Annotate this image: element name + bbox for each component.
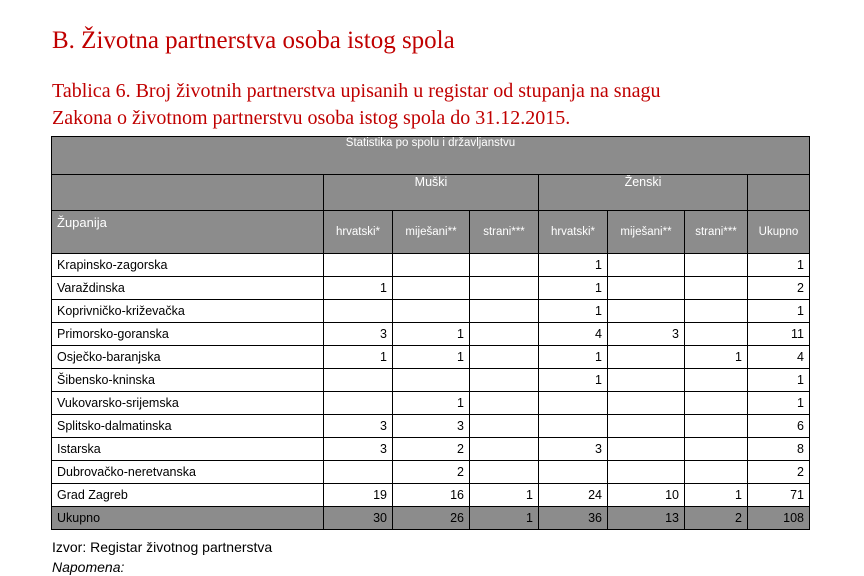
- table-row: [52, 300, 810, 323]
- total-cell: 2: [748, 277, 810, 300]
- male-foreign-cell: [470, 323, 539, 346]
- county-cell: Dubrovačko-neretvanska: [52, 461, 324, 484]
- empty-header-cell: [748, 175, 810, 211]
- male-foreign-cell: [470, 300, 539, 323]
- female-mixed-cell: 3: [608, 323, 685, 346]
- total-cell: 1: [748, 300, 810, 323]
- female-mixed-cell: [608, 277, 685, 300]
- female-foreign-cell: [685, 323, 748, 346]
- female-foreign-cell: [685, 461, 748, 484]
- total-cell: 1: [748, 254, 810, 277]
- male-croatian-cell: 3: [324, 323, 393, 346]
- group-header-female: Ženski: [539, 175, 748, 211]
- total-total-cell: 108: [748, 507, 810, 530]
- total-cell: 8: [748, 438, 810, 461]
- male-mixed-cell: 2: [393, 461, 470, 484]
- total-cell: 4: [748, 346, 810, 369]
- male-foreign-cell: [470, 369, 539, 392]
- column-header-total: Ukupno: [748, 211, 810, 254]
- male-foreign-cell: [470, 277, 539, 300]
- source-note: Izvor: Registar životnog partnerstva: [52, 539, 273, 555]
- total-cell: 11: [748, 323, 810, 346]
- female-foreign-cell: [685, 300, 748, 323]
- table-row: [52, 392, 810, 415]
- table-row: [52, 323, 810, 346]
- county-cell: Splitsko-dalmatinska: [52, 415, 324, 438]
- table-row: [52, 438, 810, 461]
- total-male-mixed-cell: 26: [393, 507, 470, 530]
- female-foreign-cell: [685, 369, 748, 392]
- female-croatian-cell: 1: [539, 346, 608, 369]
- total-female-croatian-cell: 36: [539, 507, 608, 530]
- female-mixed-cell: [608, 300, 685, 323]
- male-mixed-cell: 1: [393, 323, 470, 346]
- male-mixed-cell: 2: [393, 438, 470, 461]
- table-row: [52, 461, 810, 484]
- column-header-county: Županija: [52, 211, 324, 254]
- table-row: [52, 415, 810, 438]
- column-header-female-foreign: strani***: [685, 211, 748, 254]
- table-row: [52, 254, 810, 277]
- male-croatian-cell: [324, 300, 393, 323]
- male-croatian-cell: [324, 461, 393, 484]
- total-cell: 71: [748, 484, 810, 507]
- column-header-male-foreign: strani***: [470, 211, 539, 254]
- total-cell: 6: [748, 415, 810, 438]
- total-cell: 1: [748, 369, 810, 392]
- male-foreign-cell: [470, 254, 539, 277]
- county-cell: Vukovarsko-srijemska: [52, 392, 324, 415]
- male-foreign-cell: [470, 438, 539, 461]
- male-foreign-cell: [470, 392, 539, 415]
- county-cell: Grad Zagreb: [52, 484, 324, 507]
- female-foreign-cell: 1: [685, 346, 748, 369]
- county-cell: Primorsko-goranska: [52, 323, 324, 346]
- female-foreign-cell: [685, 438, 748, 461]
- remark-label: Napomena:: [52, 559, 125, 575]
- total-female-mixed-cell: 13: [608, 507, 685, 530]
- female-croatian-cell: [539, 392, 608, 415]
- female-croatian-cell: 4: [539, 323, 608, 346]
- male-croatian-cell: [324, 369, 393, 392]
- male-mixed-cell: [393, 254, 470, 277]
- county-cell: Krapinsko-zagorska: [52, 254, 324, 277]
- empty-header-cell: [52, 175, 324, 211]
- total-cell: 1: [748, 392, 810, 415]
- male-mixed-cell: [393, 277, 470, 300]
- male-croatian-cell: 3: [324, 438, 393, 461]
- male-foreign-cell: [470, 461, 539, 484]
- female-croatian-cell: 3: [539, 438, 608, 461]
- female-croatian-cell: 1: [539, 300, 608, 323]
- table-title: Statistika po spolu i državljanstvu: [52, 137, 810, 175]
- section-heading: B. Životna partnerstva osoba istog spola: [52, 27, 455, 54]
- table-caption-line-1: Tablica 6. Broj životnih partnerstva upisanih u registar od stupanja na snagu: [52, 80, 661, 102]
- female-mixed-cell: [608, 392, 685, 415]
- table-row: [52, 484, 810, 507]
- male-croatian-cell: 19: [324, 484, 393, 507]
- table-total-row: [52, 507, 810, 530]
- county-cell: Varaždinska: [52, 277, 324, 300]
- female-mixed-cell: [608, 254, 685, 277]
- female-mixed-cell: [608, 369, 685, 392]
- county-cell: Šibensko-kninska: [52, 369, 324, 392]
- female-foreign-cell: [685, 254, 748, 277]
- male-croatian-cell: 1: [324, 346, 393, 369]
- male-mixed-cell: 1: [393, 392, 470, 415]
- table-row: [52, 277, 810, 300]
- female-croatian-cell: [539, 461, 608, 484]
- column-header-male-croatian: hrvatski*: [324, 211, 393, 254]
- table-caption-line-2: Zakona o životnom partnerstvu osoba istog spola do 31.12.2015.: [52, 107, 571, 129]
- female-foreign-cell: [685, 392, 748, 415]
- male-mixed-cell: 16: [393, 484, 470, 507]
- female-croatian-cell: 1: [539, 254, 608, 277]
- total-male-foreign-cell: 1: [470, 507, 539, 530]
- female-mixed-cell: [608, 461, 685, 484]
- female-foreign-cell: [685, 415, 748, 438]
- table-caption: [52, 78, 832, 132]
- column-header-female-croatian: hrvatski*: [539, 211, 608, 254]
- male-croatian-cell: 3: [324, 415, 393, 438]
- female-croatian-cell: 1: [539, 277, 608, 300]
- total-cell: 2: [748, 461, 810, 484]
- table-row: [52, 369, 810, 392]
- male-foreign-cell: [470, 346, 539, 369]
- female-croatian-cell: 1: [539, 369, 608, 392]
- male-croatian-cell: [324, 254, 393, 277]
- total-county-cell: Ukupno: [52, 507, 324, 530]
- male-mixed-cell: [393, 369, 470, 392]
- female-mixed-cell: 10: [608, 484, 685, 507]
- male-foreign-cell: [470, 415, 539, 438]
- table-row: [52, 346, 810, 369]
- male-mixed-cell: 1: [393, 346, 470, 369]
- male-mixed-cell: [393, 300, 470, 323]
- female-mixed-cell: [608, 438, 685, 461]
- group-header-male: Muški: [324, 175, 539, 211]
- county-cell: Istarska: [52, 438, 324, 461]
- column-header-male-mixed: miješani**: [393, 211, 470, 254]
- female-mixed-cell: [608, 415, 685, 438]
- total-female-foreign-cell: 2: [685, 507, 748, 530]
- male-croatian-cell: [324, 392, 393, 415]
- female-croatian-cell: 24: [539, 484, 608, 507]
- statistics-table: [51, 136, 810, 530]
- county-cell: Koprivničko-križevačka: [52, 300, 324, 323]
- female-mixed-cell: [608, 346, 685, 369]
- female-croatian-cell: [539, 415, 608, 438]
- column-header-female-mixed: miješani**: [608, 211, 685, 254]
- county-cell: Osječko-baranjska: [52, 346, 324, 369]
- male-mixed-cell: 3: [393, 415, 470, 438]
- female-foreign-cell: [685, 277, 748, 300]
- female-foreign-cell: 1: [685, 484, 748, 507]
- total-male-croatian-cell: 30: [324, 507, 393, 530]
- male-foreign-cell: 1: [470, 484, 539, 507]
- male-croatian-cell: 1: [324, 277, 393, 300]
